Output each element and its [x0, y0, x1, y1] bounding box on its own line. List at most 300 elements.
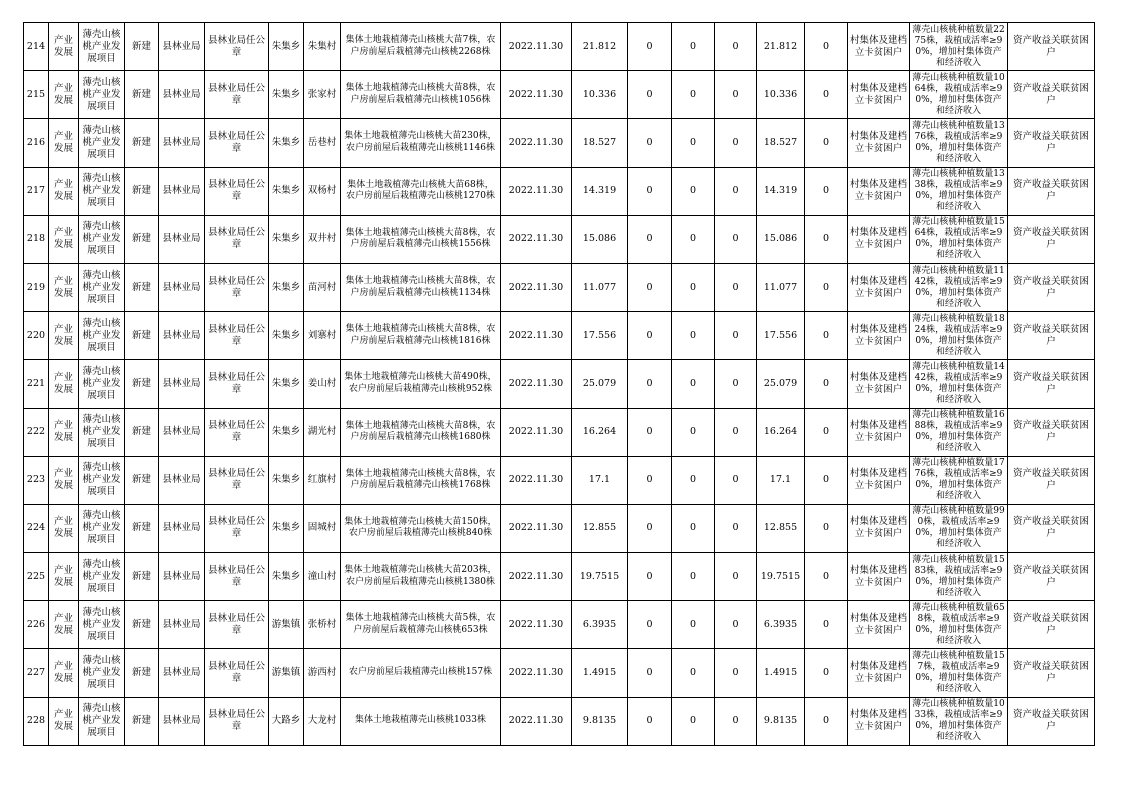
department-cell: 县林业局 — [159, 215, 205, 263]
row-number: 224 — [24, 504, 49, 552]
completion-date-cell: 2022.11.30 — [501, 408, 572, 456]
benefit-link-cell: 资产收益关联贫困户 — [1008, 119, 1095, 167]
category-cell: 产业发展 — [49, 263, 79, 311]
fund-column-3-cell: 0 — [715, 263, 757, 311]
fund-column-4-cell: 0 — [805, 215, 848, 263]
fund-column-3-cell: 0 — [715, 504, 757, 552]
construction-content-cell: 集体土地栽植薄壳山核桃大苗150株，农户房前屋后栽植薄壳山核桃840株 — [341, 504, 501, 552]
row-number: 217 — [24, 167, 49, 215]
performance-target-cell: 薄壳山核桃种植数量1442株，栽植成活率≥90%，增加村集体资产和经济收入 — [910, 360, 1008, 408]
performance-target-cell: 薄壳山核桃种植数量1688株，栽植成活率≥90%，增加村集体资产和经济收入 — [910, 408, 1008, 456]
category-cell: 产业发展 — [49, 553, 79, 601]
fund-amount-cell: 14.319 — [757, 167, 805, 215]
fund-column-2-cell: 0 — [672, 504, 715, 552]
total-investment-cell: 6.3935 — [572, 601, 628, 649]
benefit-link-cell: 资产收益关联贫困户 — [1008, 312, 1095, 360]
township-cell: 游集镇 — [269, 649, 304, 697]
construction-content-cell: 集体土地栽植薄壳山核桃大苗7株，农户房前屋后栽植薄壳山核桃2268株 — [341, 23, 501, 71]
project-name-cell: 薄壳山核桃产业发展项目 — [79, 71, 125, 119]
fund-column-2-cell: 0 — [672, 649, 715, 697]
department-cell: 县林业局 — [159, 504, 205, 552]
project-name-cell: 薄壳山核桃产业发展项目 — [79, 263, 125, 311]
construction-content-cell: 集体土地栽植薄壳山核桃大苗5株，农户房前屋后栽植薄壳山核桃653株 — [341, 601, 501, 649]
fund-column-4-cell: 0 — [805, 408, 848, 456]
beneficiary-cell: 村集体及建档立卡贫困户 — [848, 408, 910, 456]
fund-column-3-cell: 0 — [715, 312, 757, 360]
village-cell: 苗河村 — [304, 263, 341, 311]
completion-date-cell: 2022.11.30 — [501, 553, 572, 601]
project-name-cell: 薄壳山核桃产业发展项目 — [79, 167, 125, 215]
performance-target-cell: 薄壳山核桃种植数量1142株，栽植成活率≥90%，增加村集体资产和经济收入 — [910, 263, 1008, 311]
responsible-unit-cell: 县林业局任公章 — [205, 649, 269, 697]
responsible-unit-cell: 县林业局任公章 — [205, 215, 269, 263]
project-table — [23, 22, 1095, 746]
category-cell: 产业发展 — [49, 504, 79, 552]
project-name-cell: 薄壳山核桃产业发展项目 — [79, 119, 125, 167]
village-cell: 双杨村 — [304, 167, 341, 215]
responsible-unit-cell: 县林业局任公章 — [205, 119, 269, 167]
row-number: 220 — [24, 312, 49, 360]
project-name-cell: 薄壳山核桃产业发展项目 — [79, 408, 125, 456]
fund-column-2-cell: 0 — [672, 408, 715, 456]
fund-column-3-cell: 0 — [715, 23, 757, 71]
row-number: 218 — [24, 215, 49, 263]
total-investment-cell: 21.812 — [572, 23, 628, 71]
village-cell: 固城村 — [304, 504, 341, 552]
department-cell: 县林业局 — [159, 23, 205, 71]
project-name-cell: 薄壳山核桃产业发展项目 — [79, 215, 125, 263]
completion-date-cell: 2022.11.30 — [501, 71, 572, 119]
construction-content-cell: 集体土地栽植薄壳山核桃大苗8株，农户房前屋后栽植薄壳山核桃1056株 — [341, 71, 501, 119]
project-name-cell: 薄壳山核桃产业发展项目 — [79, 312, 125, 360]
fund-column-3-cell: 0 — [715, 649, 757, 697]
category-cell: 产业发展 — [49, 649, 79, 697]
fund-column-4-cell: 0 — [805, 504, 848, 552]
benefit-link-cell: 资产收益关联贫困户 — [1008, 71, 1095, 119]
table-row — [24, 697, 1095, 745]
beneficiary-cell: 村集体及建档立卡贫困户 — [848, 697, 910, 745]
build-type-cell: 新建 — [125, 215, 159, 263]
table-row — [24, 360, 1095, 408]
fund-amount-cell: 10.336 — [757, 71, 805, 119]
village-cell: 双井村 — [304, 215, 341, 263]
fund-amount-cell: 11.077 — [757, 263, 805, 311]
completion-date-cell: 2022.11.30 — [501, 360, 572, 408]
fund-column-1-cell: 0 — [628, 504, 672, 552]
table-row — [24, 71, 1095, 119]
responsible-unit-cell: 县林业局任公章 — [205, 167, 269, 215]
fund-column-3-cell: 0 — [715, 408, 757, 456]
responsible-unit-cell: 县林业局任公章 — [205, 504, 269, 552]
table-row — [24, 119, 1095, 167]
completion-date-cell: 2022.11.30 — [501, 215, 572, 263]
beneficiary-cell: 村集体及建档立卡贫困户 — [848, 263, 910, 311]
benefit-link-cell: 资产收益关联贫困户 — [1008, 649, 1095, 697]
responsible-unit-cell: 县林业局任公章 — [205, 408, 269, 456]
build-type-cell: 新建 — [125, 119, 159, 167]
row-number: 226 — [24, 601, 49, 649]
fund-column-4-cell: 0 — [805, 71, 848, 119]
fund-column-2-cell: 0 — [672, 23, 715, 71]
township-cell: 朱集乡 — [269, 215, 304, 263]
benefit-link-cell: 资产收益关联贫困户 — [1008, 601, 1095, 649]
build-type-cell: 新建 — [125, 697, 159, 745]
beneficiary-cell: 村集体及建档立卡贫困户 — [848, 23, 910, 71]
fund-amount-cell: 17.1 — [757, 456, 805, 504]
project-name-cell: 薄壳山核桃产业发展项目 — [79, 697, 125, 745]
construction-content-cell: 集体土地栽植薄壳山核桃大苗203株，农户房前屋后栽植薄壳山核桃1380株 — [341, 553, 501, 601]
fund-column-1-cell: 0 — [628, 167, 672, 215]
responsible-unit-cell: 县林业局任公章 — [205, 601, 269, 649]
fund-amount-cell: 17.556 — [757, 312, 805, 360]
department-cell: 县林业局 — [159, 649, 205, 697]
fund-column-4-cell: 0 — [805, 456, 848, 504]
department-cell: 县林业局 — [159, 263, 205, 311]
benefit-link-cell: 资产收益关联贫困户 — [1008, 167, 1095, 215]
township-cell: 朱集乡 — [269, 312, 304, 360]
fund-column-1-cell: 0 — [628, 697, 672, 745]
performance-target-cell: 薄壳山核桃种植数量2275株，栽植成活率≥90%，增加村集体资产和经济收入 — [910, 23, 1008, 71]
completion-date-cell: 2022.11.30 — [501, 504, 572, 552]
village-cell: 刘寨村 — [304, 312, 341, 360]
category-cell: 产业发展 — [49, 23, 79, 71]
township-cell: 游集镇 — [269, 601, 304, 649]
department-cell: 县林业局 — [159, 408, 205, 456]
total-investment-cell: 16.264 — [572, 408, 628, 456]
performance-target-cell: 薄壳山核桃种植数量1564株，栽植成活率≥90%，增加村集体资产和经济收入 — [910, 215, 1008, 263]
fund-amount-cell: 18.527 — [757, 119, 805, 167]
benefit-link-cell: 资产收益关联贫困户 — [1008, 263, 1095, 311]
fund-amount-cell: 12.855 — [757, 504, 805, 552]
beneficiary-cell: 村集体及建档立卡贫困户 — [848, 119, 910, 167]
village-cell: 潼山村 — [304, 553, 341, 601]
fund-column-4-cell: 0 — [805, 553, 848, 601]
table-row — [24, 215, 1095, 263]
fund-amount-cell: 9.8135 — [757, 697, 805, 745]
table-row — [24, 23, 1095, 71]
build-type-cell: 新建 — [125, 167, 159, 215]
build-type-cell: 新建 — [125, 649, 159, 697]
township-cell: 朱集乡 — [269, 553, 304, 601]
fund-column-2-cell: 0 — [672, 215, 715, 263]
township-cell: 朱集乡 — [269, 360, 304, 408]
build-type-cell: 新建 — [125, 601, 159, 649]
department-cell: 县林业局 — [159, 697, 205, 745]
department-cell: 县林业局 — [159, 553, 205, 601]
table-row — [24, 553, 1095, 601]
fund-column-3-cell: 0 — [715, 71, 757, 119]
fund-column-3-cell: 0 — [715, 215, 757, 263]
total-investment-cell: 14.319 — [572, 167, 628, 215]
construction-content-cell: 集体土地栽植薄壳山核桃大苗8株，农户房前屋后栽植薄壳山核桃1134株 — [341, 263, 501, 311]
village-cell: 游西村 — [304, 649, 341, 697]
fund-column-3-cell: 0 — [715, 601, 757, 649]
performance-target-cell: 薄壳山核桃种植数量1338株，栽植成活率≥90%，增加村集体资产和经济收入 — [910, 167, 1008, 215]
fund-column-1-cell: 0 — [628, 601, 672, 649]
beneficiary-cell: 村集体及建档立卡贫困户 — [848, 456, 910, 504]
row-number: 227 — [24, 649, 49, 697]
department-cell: 县林业局 — [159, 119, 205, 167]
category-cell: 产业发展 — [49, 167, 79, 215]
fund-column-4-cell: 0 — [805, 697, 848, 745]
fund-column-2-cell: 0 — [672, 697, 715, 745]
fund-column-3-cell: 0 — [715, 697, 757, 745]
completion-date-cell: 2022.11.30 — [501, 649, 572, 697]
construction-content-cell: 集体土地栽植薄壳山核桃大苗490株，农户房前屋后栽植薄壳山核桃952株 — [341, 360, 501, 408]
construction-content-cell: 集体土地栽植薄壳山核桃大苗68株，农户房前屋后栽植薄壳山核桃1270株 — [341, 167, 501, 215]
fund-column-1-cell: 0 — [628, 119, 672, 167]
row-number: 228 — [24, 697, 49, 745]
total-investment-cell: 15.086 — [572, 215, 628, 263]
fund-column-1-cell: 0 — [628, 360, 672, 408]
fund-column-2-cell: 0 — [672, 360, 715, 408]
total-investment-cell: 18.527 — [572, 119, 628, 167]
fund-column-1-cell: 0 — [628, 263, 672, 311]
township-cell: 朱集乡 — [269, 263, 304, 311]
row-number: 219 — [24, 263, 49, 311]
construction-content-cell: 集体土地栽植薄壳山核桃大苗230株，农户房前屋后栽植薄壳山核桃1146株 — [341, 119, 501, 167]
benefit-link-cell: 资产收益关联贫困户 — [1008, 553, 1095, 601]
completion-date-cell: 2022.11.30 — [501, 167, 572, 215]
fund-column-4-cell: 0 — [805, 119, 848, 167]
benefit-link-cell: 资产收益关联贫困户 — [1008, 360, 1095, 408]
responsible-unit-cell: 县林业局任公章 — [205, 23, 269, 71]
category-cell: 产业发展 — [49, 215, 79, 263]
fund-column-4-cell: 0 — [805, 263, 848, 311]
project-name-cell: 薄壳山核桃产业发展项目 — [79, 23, 125, 71]
fund-column-3-cell: 0 — [715, 360, 757, 408]
row-number: 221 — [24, 360, 49, 408]
fund-amount-cell: 6.3935 — [757, 601, 805, 649]
village-cell: 张家村 — [304, 71, 341, 119]
township-cell: 朱集乡 — [269, 167, 304, 215]
project-name-cell: 薄壳山核桃产业发展项目 — [79, 504, 125, 552]
table-row — [24, 456, 1095, 504]
project-name-cell: 薄壳山核桃产业发展项目 — [79, 601, 125, 649]
township-cell: 朱集乡 — [269, 119, 304, 167]
performance-target-cell: 薄壳山核桃种植数量1376株，栽植成活率≥90%，增加村集体资产和经济收入 — [910, 119, 1008, 167]
build-type-cell: 新建 — [125, 360, 159, 408]
completion-date-cell: 2022.11.30 — [501, 601, 572, 649]
township-cell: 朱集乡 — [269, 23, 304, 71]
benefit-link-cell: 资产收益关联贫困户 — [1008, 215, 1095, 263]
beneficiary-cell: 村集体及建档立卡贫困户 — [848, 553, 910, 601]
fund-column-1-cell: 0 — [628, 71, 672, 119]
table-row — [24, 263, 1095, 311]
fund-amount-cell: 16.264 — [757, 408, 805, 456]
fund-amount-cell: 21.812 — [757, 23, 805, 71]
construction-content-cell: 集体土地栽植薄壳山核桃大苗8株，农户房前屋后栽植薄壳山核桃1556株 — [341, 215, 501, 263]
responsible-unit-cell: 县林业局任公章 — [205, 71, 269, 119]
fund-column-3-cell: 0 — [715, 119, 757, 167]
completion-date-cell: 2022.11.30 — [501, 23, 572, 71]
project-name-cell: 薄壳山核桃产业发展项目 — [79, 649, 125, 697]
construction-content-cell: 集体土地栽植薄壳山核桃大苗8株，农户房前屋后栽植薄壳山核桃1680株 — [341, 408, 501, 456]
build-type-cell: 新建 — [125, 263, 159, 311]
beneficiary-cell: 村集体及建档立卡贫困户 — [848, 167, 910, 215]
category-cell: 产业发展 — [49, 312, 79, 360]
total-investment-cell: 1.4915 — [572, 649, 628, 697]
total-investment-cell: 12.855 — [572, 504, 628, 552]
build-type-cell: 新建 — [125, 312, 159, 360]
fund-column-2-cell: 0 — [672, 456, 715, 504]
build-type-cell: 新建 — [125, 456, 159, 504]
table-row — [24, 312, 1095, 360]
total-investment-cell: 25.079 — [572, 360, 628, 408]
fund-column-3-cell: 0 — [715, 456, 757, 504]
department-cell: 县林业局 — [159, 601, 205, 649]
department-cell: 县林业局 — [159, 167, 205, 215]
beneficiary-cell: 村集体及建档立卡贫困户 — [848, 360, 910, 408]
fund-column-1-cell: 0 — [628, 23, 672, 71]
completion-date-cell: 2022.11.30 — [501, 119, 572, 167]
category-cell: 产业发展 — [49, 408, 79, 456]
performance-target-cell: 薄壳山核桃种植数量1033株，栽植成活率≥90%，增加村集体资产和经济收入 — [910, 697, 1008, 745]
construction-content-cell: 集体土地栽植薄壳山核桃大苗8株，农户房前屋后栽植薄壳山核桃1816株 — [341, 312, 501, 360]
fund-column-1-cell: 0 — [628, 215, 672, 263]
fund-column-2-cell: 0 — [672, 312, 715, 360]
fund-column-4-cell: 0 — [805, 360, 848, 408]
department-cell: 县林业局 — [159, 312, 205, 360]
village-cell: 张桥村 — [304, 601, 341, 649]
responsible-unit-cell: 县林业局任公章 — [205, 697, 269, 745]
benefit-link-cell: 资产收益关联贫困户 — [1008, 697, 1095, 745]
department-cell: 县林业局 — [159, 71, 205, 119]
table-row — [24, 167, 1095, 215]
category-cell: 产业发展 — [49, 71, 79, 119]
fund-amount-cell: 1.4915 — [757, 649, 805, 697]
benefit-link-cell: 资产收益关联贫困户 — [1008, 23, 1095, 71]
row-number: 216 — [24, 119, 49, 167]
fund-column-1-cell: 0 — [628, 408, 672, 456]
department-cell: 县林业局 — [159, 360, 205, 408]
row-number: 222 — [24, 408, 49, 456]
fund-column-2-cell: 0 — [672, 553, 715, 601]
build-type-cell: 新建 — [125, 71, 159, 119]
completion-date-cell: 2022.11.30 — [501, 312, 572, 360]
total-investment-cell: 17.1 — [572, 456, 628, 504]
total-investment-cell: 17.556 — [572, 312, 628, 360]
construction-content-cell: 农户房前屋后栽植薄壳山核桃157株 — [341, 649, 501, 697]
total-investment-cell: 11.077 — [572, 263, 628, 311]
row-number: 225 — [24, 553, 49, 601]
row-number: 223 — [24, 456, 49, 504]
village-cell: 朱集村 — [304, 23, 341, 71]
township-cell: 朱集乡 — [269, 408, 304, 456]
township-cell: 朱集乡 — [269, 71, 304, 119]
fund-column-3-cell: 0 — [715, 553, 757, 601]
row-number: 215 — [24, 71, 49, 119]
table-row — [24, 408, 1095, 456]
beneficiary-cell: 村集体及建档立卡贫困户 — [848, 215, 910, 263]
fund-amount-cell: 19.7515 — [757, 553, 805, 601]
township-cell: 朱集乡 — [269, 504, 304, 552]
construction-content-cell: 集体土地栽植薄壳山核桃大苗8株，农户房前屋后栽植薄壳山核桃1768株 — [341, 456, 501, 504]
benefit-link-cell: 资产收益关联贫困户 — [1008, 408, 1095, 456]
project-name-cell: 薄壳山核桃产业发展项目 — [79, 553, 125, 601]
build-type-cell: 新建 — [125, 504, 159, 552]
fund-column-4-cell: 0 — [805, 312, 848, 360]
construction-content-cell: 集体土地栽植薄壳山核桃1033株 — [341, 697, 501, 745]
beneficiary-cell: 村集体及建档立卡贫困户 — [848, 312, 910, 360]
beneficiary-cell: 村集体及建档立卡贫困户 — [848, 649, 910, 697]
beneficiary-cell: 村集体及建档立卡贫困户 — [848, 504, 910, 552]
completion-date-cell: 2022.11.30 — [501, 456, 572, 504]
fund-column-2-cell: 0 — [672, 119, 715, 167]
performance-target-cell: 薄壳山核桃种植数量658株，栽植成活率≥90%，增加村集体资产和经济收入 — [910, 601, 1008, 649]
performance-target-cell: 薄壳山核桃种植数量1583株，栽植成活率≥90%，增加村集体资产和经济收入 — [910, 553, 1008, 601]
beneficiary-cell: 村集体及建档立卡贫困户 — [848, 71, 910, 119]
beneficiary-cell: 村集体及建档立卡贫困户 — [848, 601, 910, 649]
township-cell: 大路乡 — [269, 697, 304, 745]
performance-target-cell: 薄壳山核桃种植数量990株，栽植成活率≥90%，增加村集体资产和经济收入 — [910, 504, 1008, 552]
performance-target-cell: 薄壳山核桃种植数量157株，栽植成活率≥90%，增加村集体资产和经济收入 — [910, 649, 1008, 697]
completion-date-cell: 2022.11.30 — [501, 697, 572, 745]
total-investment-cell: 19.7515 — [572, 553, 628, 601]
township-cell: 朱集乡 — [269, 456, 304, 504]
fund-column-2-cell: 0 — [672, 601, 715, 649]
category-cell: 产业发展 — [49, 360, 79, 408]
build-type-cell: 新建 — [125, 553, 159, 601]
village-cell: 姜山村 — [304, 360, 341, 408]
category-cell: 产业发展 — [49, 601, 79, 649]
table-row — [24, 649, 1095, 697]
benefit-link-cell: 资产收益关联贫困户 — [1008, 504, 1095, 552]
table-row — [24, 601, 1095, 649]
responsible-unit-cell: 县林业局任公章 — [205, 553, 269, 601]
build-type-cell: 新建 — [125, 23, 159, 71]
fund-column-4-cell: 0 — [805, 601, 848, 649]
performance-target-cell: 薄壳山核桃种植数量1776株，栽植成活率≥90%，增加村集体资产和经济收入 — [910, 456, 1008, 504]
fund-column-4-cell: 0 — [805, 167, 848, 215]
benefit-link-cell: 资产收益关联贫困户 — [1008, 456, 1095, 504]
village-cell: 湖光村 — [304, 408, 341, 456]
department-cell: 县林业局 — [159, 456, 205, 504]
fund-column-3-cell: 0 — [715, 167, 757, 215]
project-name-cell: 薄壳山核桃产业发展项目 — [79, 360, 125, 408]
responsible-unit-cell: 县林业局任公章 — [205, 263, 269, 311]
total-investment-cell: 10.336 — [572, 71, 628, 119]
category-cell: 产业发展 — [49, 697, 79, 745]
category-cell: 产业发展 — [49, 456, 79, 504]
fund-amount-cell: 25.079 — [757, 360, 805, 408]
fund-amount-cell: 15.086 — [757, 215, 805, 263]
performance-target-cell: 薄壳山核桃种植数量1824株，栽植成活率≥90%，增加村集体资产和经济收入 — [910, 312, 1008, 360]
fund-column-4-cell: 0 — [805, 649, 848, 697]
completion-date-cell: 2022.11.30 — [501, 263, 572, 311]
table-row — [24, 504, 1095, 552]
fund-column-1-cell: 0 — [628, 649, 672, 697]
fund-column-1-cell: 0 — [628, 553, 672, 601]
fund-column-1-cell: 0 — [628, 312, 672, 360]
performance-target-cell: 薄壳山核桃种植数量1064株，栽植成活率≥90%，增加村集体资产和经济收入 — [910, 71, 1008, 119]
responsible-unit-cell: 县林业局任公章 — [205, 312, 269, 360]
category-cell: 产业发展 — [49, 119, 79, 167]
total-investment-cell: 9.8135 — [572, 697, 628, 745]
fund-column-2-cell: 0 — [672, 167, 715, 215]
build-type-cell: 新建 — [125, 408, 159, 456]
responsible-unit-cell: 县林业局任公章 — [205, 360, 269, 408]
fund-column-1-cell: 0 — [628, 456, 672, 504]
village-cell: 大龙村 — [304, 697, 341, 745]
row-number: 214 — [24, 23, 49, 71]
project-name-cell: 薄壳山核桃产业发展项目 — [79, 456, 125, 504]
village-cell: 岳巷村 — [304, 119, 341, 167]
fund-column-2-cell: 0 — [672, 71, 715, 119]
responsible-unit-cell: 县林业局任公章 — [205, 456, 269, 504]
fund-column-2-cell: 0 — [672, 263, 715, 311]
village-cell: 红旗村 — [304, 456, 341, 504]
